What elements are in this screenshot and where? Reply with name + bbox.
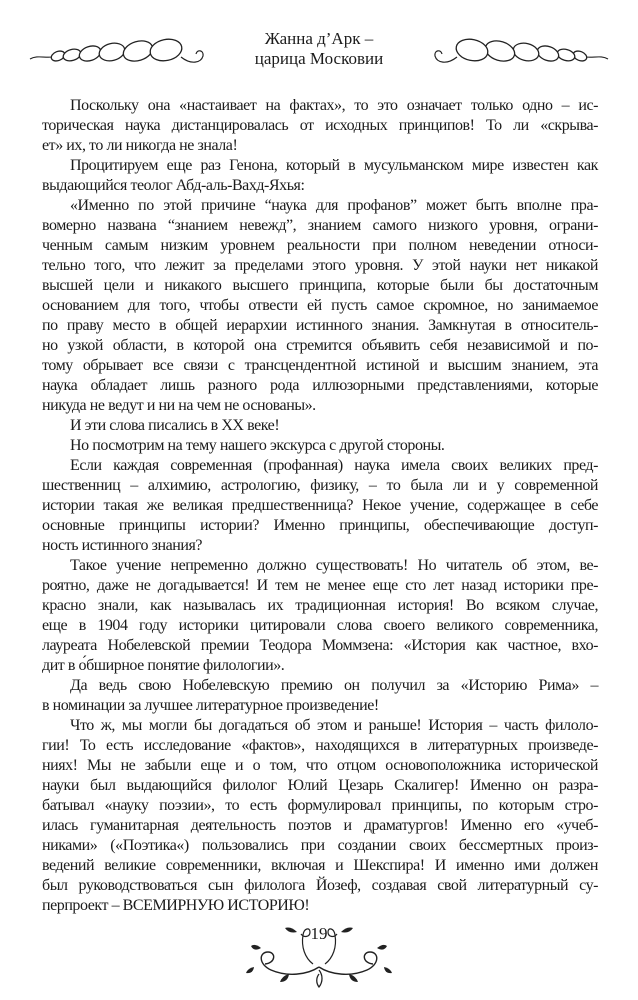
text-line: тельно того, что лежит за пределами этого уровня. У этой науки нет никакой <box>42 257 598 274</box>
text-line: Да ведь свою Нобелевскую премию он получил за «Историю Рима» – <box>70 677 598 694</box>
running-title <box>249 29 389 69</box>
text-line: лауреата Нобелевской премии Теодора Моммзена: «История как частное, вхо- <box>42 637 598 654</box>
text-line: в номинации за лучшее литературное произведение! <box>42 697 379 714</box>
text-line: тому обрывает все связи с трансцендентной истиной и высшим знанием, эта <box>42 357 598 374</box>
ribbon-ornament-right-icon <box>428 26 610 72</box>
text-line: Поскольку она «настаивает на фактах», то это означает только одно – ис- <box>70 97 598 114</box>
text-line: ет» их, то ли никогда не знала! <box>42 137 238 154</box>
text-line: Что ж, мы могли бы догадаться об этом и раньше! История – часть филоло- <box>70 717 598 734</box>
text-line: ведений великие современники, включая и Шекспира! И именно ими должен <box>42 857 598 874</box>
text-line: был руководствоваться сын филолога Йозеф, создавая свой литературный су- <box>42 877 598 894</box>
running-header <box>0 0 638 74</box>
text-line: основанием для того, чтобы отвести ей пусть самое скромное, но занимаемое <box>42 297 598 314</box>
text-line: батывал «науку поэзии», то есть формулировал принципы, по которым стро- <box>42 797 598 814</box>
text-line: никуда не ведут и ни на чем не основаны». <box>42 397 316 414</box>
footer-ornament <box>229 920 409 992</box>
text-line: И эти слова писались в XX веке! <box>70 417 280 434</box>
text-line: ниях! Мы не забыли еще и о том, что отцом основоположника исторической <box>42 757 598 774</box>
page-footer <box>0 920 638 992</box>
text-line: по праву место в общей иерархии истинного знания. Замкнутая в относитель- <box>42 317 598 334</box>
text-line: торическая наука дистанцировалась от исходных принципов! То ли «скрыва- <box>42 117 598 134</box>
text-line: шественниц – алхимию, астрологию, физику, – то была ли и у современной <box>42 477 598 494</box>
running-title-line2: царица Московии <box>254 49 384 68</box>
text-line: «Именно по этой причине “наука для профанов” может быть вполне пра- <box>70 197 598 214</box>
text-line: наука обладает лишь разного рода иллюзорными представлениями, которые <box>42 377 598 394</box>
text-line: Но посмотрим на тему нашего экскурса с другой стороны. <box>70 437 445 454</box>
text-line: перпроект – ВСЕМИРНУЮ ИСТОРИЮ! <box>42 897 310 914</box>
text-line: высшей цели и никакого высшего принципа, которые были бы достаточным <box>42 277 598 294</box>
text-line: ность истинного знания? <box>42 537 203 554</box>
page-text <box>42 96 598 916</box>
text-line: гии! То есть исследование «фактов», находящихся в литературных произведе- <box>42 737 598 754</box>
text-line: роятно, даже не догадывается! И тем не менее еще сто лет назад историки пре- <box>42 577 598 594</box>
text-line: Процитируем еще раз Генона, который в мусульманском мире известен как <box>70 157 598 174</box>
text-line: но узкой области, в которой она стремится объявить себя независимой и по- <box>42 337 598 354</box>
text-line: Такое учение непременно должно существовать! Но читатель об этом, ве- <box>70 557 598 574</box>
text-line: науки был выдающийся филолог Юлий Цезарь Скалигер! Именно он разра- <box>42 777 598 794</box>
text-line: никами» («Поэтика«) пользовались при создании своих бессмертных произ- <box>42 837 598 854</box>
running-title-line1: Жанна д’Арк – <box>264 29 374 48</box>
text-line: вомерно названа “знанием невежд”, знанием самого низкого уровня, ограни- <box>42 217 598 234</box>
text-line: Если каждая современная (профанная) наука имела своих великих пред- <box>70 457 598 474</box>
text-line: ченным самым низким уровнем реальности при полном неведении относи- <box>42 237 598 254</box>
text-line: илась гуманитарная деятельность поэтов и драматургов! Именно его «учеб- <box>42 817 598 834</box>
text-line: красно знали, как называлась их традиционная история! Во всяком случае, <box>42 597 598 614</box>
text-line: истории такая же великая предшественница? Некое учение, содержащее в себе <box>42 497 598 514</box>
text-line: еще в 1904 году историки цитировали слова своего великого современника, <box>42 617 598 634</box>
text-line: выдающийся теолог Абд-аль-Вахд-Яхья: <box>42 177 305 194</box>
page-number: 19 <box>310 924 328 943</box>
ribbon-ornament-left-icon <box>28 26 210 72</box>
text-line: дит в о́бширное понятие филологии». <box>42 657 285 674</box>
text-line: основные принципы истории? Именно принципы, обеспечивающие доступ- <box>42 517 598 534</box>
